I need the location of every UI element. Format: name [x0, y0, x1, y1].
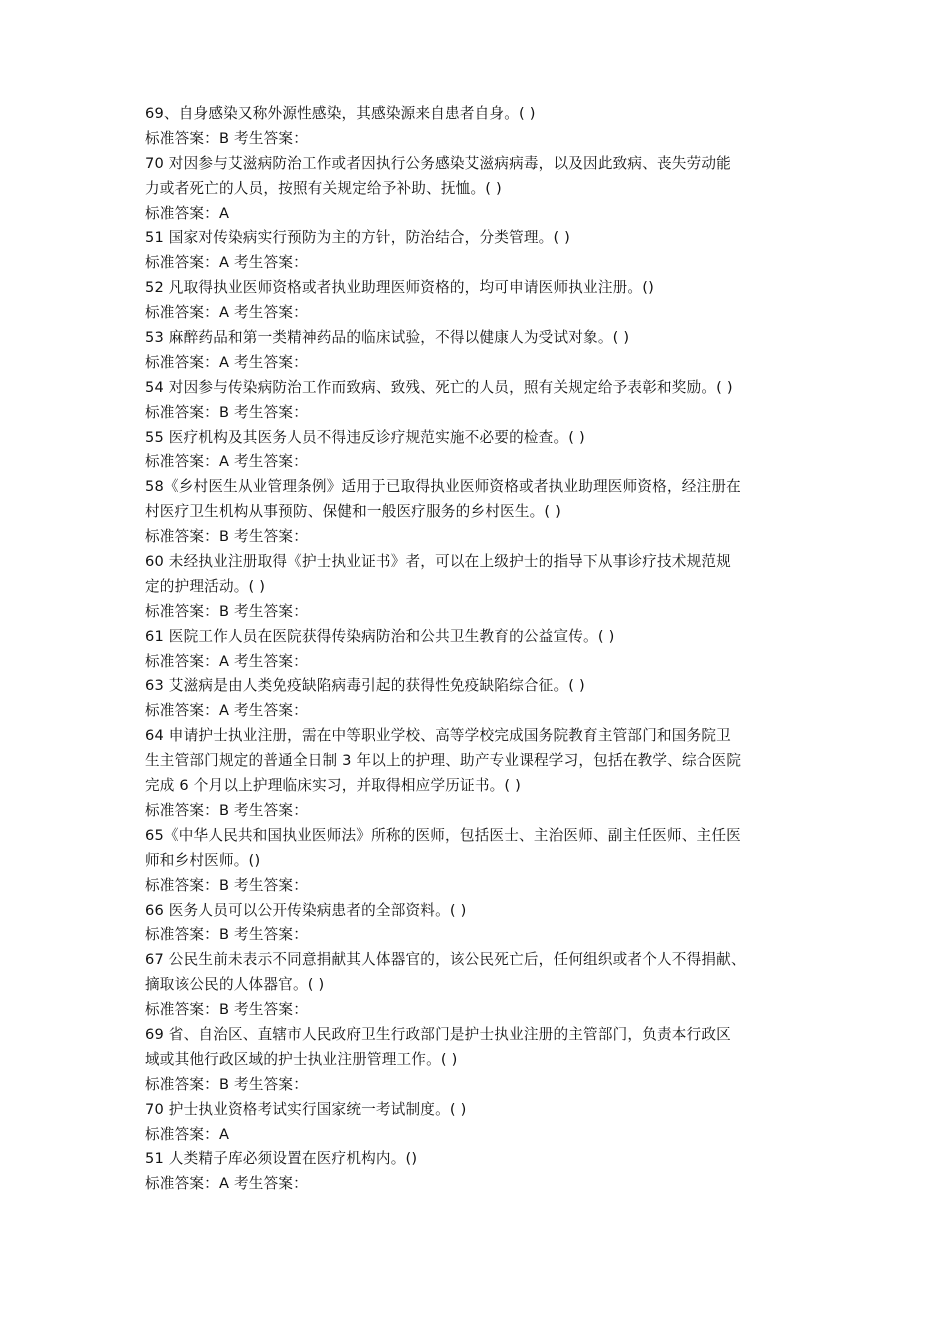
text-line: 标准答案：A 考生答案： — [145, 353, 308, 371]
text-line: 标准答案：B 考生答案： — [145, 129, 308, 147]
text-line: 55 医疗机构及其医务人员不得违反诊疗规范实施不必要的检查。( ) — [145, 428, 585, 446]
text-line: 标准答案：B 考生答案： — [145, 876, 308, 894]
text-line: 域或其他行政区域的护士执业注册管理工作。( ) — [145, 1050, 458, 1068]
text-line: 67 公民生前未表示不同意捐献其人体器官的，该公民死亡后，任何组织或者个人不得捐献、 — [145, 951, 746, 969]
text-line: 力或者死亡的人员，按照有关规定给予补助、抚恤。( ) — [145, 179, 502, 197]
text-line: 定的护理活动。( ) — [145, 577, 266, 595]
text-line: 63 艾滋病是由人类免疫缺陷病毒引起的获得性免疫缺陷综合征。( ) — [145, 677, 585, 695]
text-line: 65《中华人民共和国执业医师法》所称的医师，包括医士、主治医师、副主任医师、主任医 — [145, 826, 741, 844]
text-line: 标准答案：B 考生答案： — [145, 602, 308, 620]
text-line: 66 医务人员可以公开传染病患者的全部资料。( ) — [145, 901, 467, 919]
text-line: 标准答案：B 考生答案： — [145, 801, 308, 819]
text-line: 64 申请护士执业注册，需在中等职业学校、高等学校完成国务院教育主管部门和国务院卫 — [145, 727, 731, 745]
text-line: 标准答案：A 考生答案： — [145, 702, 308, 720]
text-line: 69、自身感染又称外源性感染，其感染源来自患者自身。( ) — [145, 105, 536, 122]
text-line: 61 医院工作人员在医院获得传染病防治和公共卫生教育的公益宣传。( ) — [145, 627, 615, 645]
text-line: 标准答案：A 考生答案： — [145, 304, 308, 322]
text-line: 标准答案：B 考生答案： — [145, 1075, 308, 1093]
text-line: 村医疗卫生机构从事预防、保健和一般医疗服务的乡村医生。( ) — [145, 503, 562, 521]
text-line: 完成 6 个月以上护理临床实习，并取得相应学历证书。( ) — [145, 777, 522, 795]
text-line: 53 麻醉药品和第一类精神药品的临床试验，不得以健康人为受试对象。( ) — [145, 329, 630, 347]
text-line: 54 对因参与传染病防治工作而致病、致残、死亡的人员，照有关规定给予表彰和奖励。( ) — [145, 378, 733, 396]
text-line: 师和乡村医师。() — [145, 851, 261, 869]
text-line: 51 国家对传染病实行预防为主的方针，防治结合，分类管理。( ) — [145, 229, 571, 247]
text-line: 52 凡取得执业医师资格或者执业助理医师资格的，均可申请医师执业注册。() — [145, 279, 654, 297]
text-line: 标准答案：A 考生答案： — [145, 652, 308, 670]
text-line: 51 人类精子库必须设置在医疗机构内。() — [145, 1150, 418, 1168]
text-line: 生主管部门规定的普通全日制 3 年以上的护理、助产专业课程学习，包括在教学、综合医院 — [145, 752, 742, 770]
text-line: 摘取该公民的人体器官。( ) — [145, 976, 325, 994]
text-line: 69 省、自治区、直辖市人民政府卫生行政部门是护士执业注册的主管部门，负责本行政区 — [145, 1025, 731, 1043]
text-line: 标准答案：B 考生答案： — [145, 1001, 308, 1019]
text-line: 标准答案：A 考生答案： — [145, 254, 308, 272]
text-line: 标准答案：A 考生答案： — [145, 453, 308, 471]
text-line: 标准答案：B 考生答案： — [145, 926, 308, 944]
text-line: 标准答案：B 考生答案： — [145, 528, 308, 546]
text-line: 70 对因参与艾滋病防治工作或者因执行公务感染艾滋病病毒，以及因此致病、丧失劳动能 — [145, 154, 731, 172]
text-line: 标准答案：A — [145, 1125, 230, 1143]
text-line: 标准答案：A — [145, 204, 230, 222]
text-line: 70 护士执业资格考试实行国家统一考试制度。( ) — [145, 1100, 467, 1118]
document-body — [145, 102, 825, 1197]
text-line: 60 未经执业注册取得《护士执业证书》者，可以在上级护士的指导下从事诊疗技术规范规 — [145, 553, 731, 571]
text-line: 标准答案：B 考生答案： — [145, 403, 308, 421]
text-line: 58《乡村医生从业管理条例》适用于已取得执业医师资格或者执业助理医师资格，经注册在 — [145, 478, 741, 496]
text-line: 标准答案：A 考生答案： — [145, 1175, 308, 1193]
